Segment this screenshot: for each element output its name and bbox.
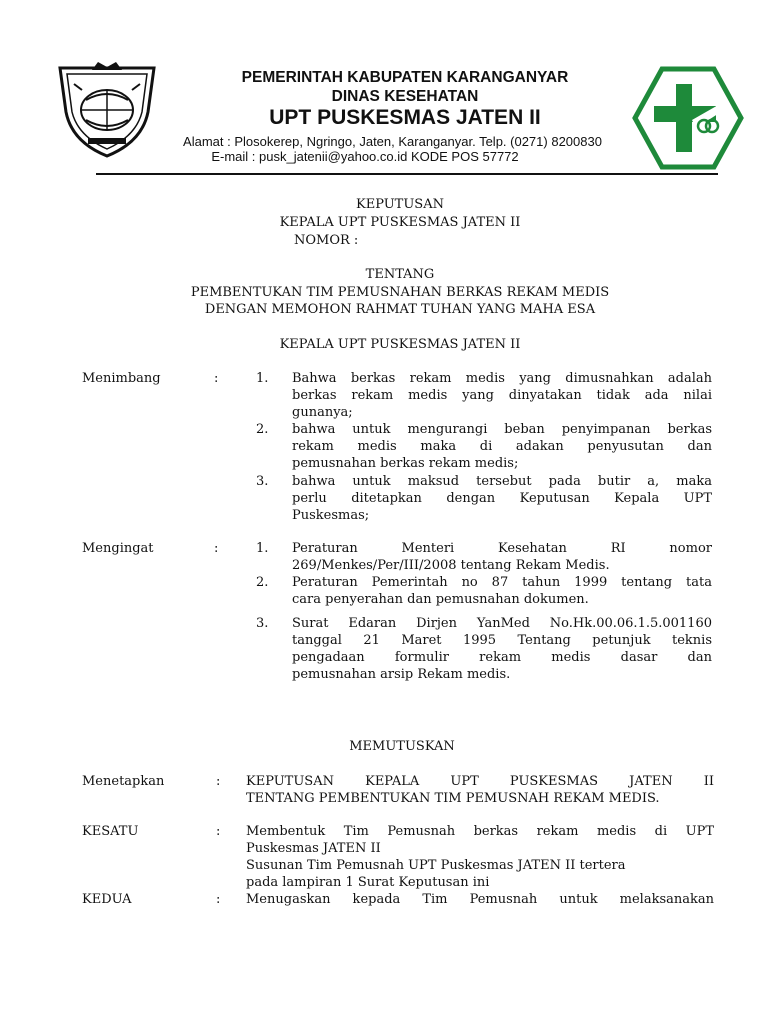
mengingat-item: Peraturan Pemerintah no 87 tahun 1999 tentang tata cara penyerahan dan pemusnahan dokumen. — [292, 575, 712, 607]
kedua-label: KEDUA — [82, 892, 132, 907]
kedua-text: Menugaskan kepada Tim Pemusnah untuk melaksanakan — [246, 892, 714, 907]
letterhead-divider — [96, 173, 718, 175]
puskesmas-cross-icon — [632, 66, 744, 170]
kedua-colon: : — [216, 892, 221, 907]
menetapkan-label: Menetapkan — [82, 774, 165, 789]
letterhead-email: E-mail : pusk_jatenii@yahoo.co.id KODE POS 57772 — [211, 149, 519, 164]
letterhead-department: DINAS KESEHATAN — [331, 88, 479, 105]
mengingat-number: 3. — [256, 616, 269, 631]
mengingat-item: Surat Edaran Dirjen YanMed No.Hk.00.06.1.5.001160 tanggal 21 Maret 1995 Tentang petunjuk teknis pengadaan formulir rekam medis dasar dan pemusnahan arsip Rekam medis. — [292, 616, 712, 682]
menimbang-number: 3. — [256, 474, 269, 489]
decree-invocation: DENGAN MEMOHON RAHMAT TUHAN YANG MAHA ESA — [204, 302, 596, 317]
menimbang-number: 2. — [256, 422, 269, 437]
menetapkan-colon: : — [216, 774, 221, 789]
letterhead-government: PEMERINTAH KABUPATEN KARANGANYAR — [241, 69, 569, 86]
menimbang-item: bahwa untuk maksud tersebut pada butir a, maka perlu ditetapkan dengan Keputusan Kepala UPT Puskesmas; — [292, 474, 712, 523]
letterhead-address: Alamat : Plosokerep, Ngringo, Jaten, Karanganyar. Telp. (0271) 8200830 — [183, 134, 602, 149]
decree-issuer-repeat: KEPALA UPT PUSKESMAS JATEN II — [279, 337, 521, 352]
decree-title: KEPUTUSAN — [356, 197, 444, 212]
memutuskan-heading: MEMUTUSKAN — [349, 739, 455, 754]
kesatu-colon: : — [216, 824, 221, 839]
mengingat-colon: : — [214, 541, 219, 556]
menimbang-item: Bahwa berkas rekam medis yang dimusnahkan adalah berkas rekam medis yang dinyatakan tidak ada nilai gunanya; — [292, 371, 712, 420]
letterhead-institution: UPT PUSKESMAS JATEN II — [269, 106, 541, 129]
mengingat-number: 1. — [256, 541, 269, 556]
kesatu-text: Membentuk Tim Pemusnah berkas rekam medis di UPT Puskesmas JATEN II Susunan Tim Pemusnah UPT Puskesmas JATEN II tertera pada lampiran 1 Surat Keputusan ini — [246, 824, 714, 890]
decree-subject: PEMBENTUKAN TIM PEMUSNAHAN BERKAS REKAM MEDIS — [190, 285, 610, 300]
menimbang-number: 1. — [256, 371, 269, 386]
mengingat-number: 2. — [256, 575, 269, 590]
kesatu-label: KESATU — [82, 824, 139, 839]
decree-tentang: TENTANG — [365, 267, 435, 282]
menetapkan-text: KEPUTUSAN KEPALA UPT PUSKESMAS JATEN II TENTANG PEMBENTUKAN TIM PEMUSNAH REKAM MEDIS. — [246, 774, 714, 806]
menimbang-colon: : — [214, 371, 219, 386]
decree-issuer: KEPALA UPT PUSKESMAS JATEN II — [279, 215, 521, 230]
regency-seal-icon — [52, 60, 162, 160]
menimbang-label: Menimbang — [82, 371, 161, 386]
menimbang-item: bahwa untuk mengurangi beban penyimpanan berkas rekam medis maka di adakan penyusutan dan pemusnahan berkas rekam medis; — [292, 422, 712, 471]
decree-number: NOMOR : — [294, 233, 359, 248]
mengingat-item: Peraturan Menteri Kesehatan RI nomor 269/Menkes/Per/III/2008 tentang Rekam Medis. — [292, 541, 712, 573]
mengingat-label: Mengingat — [82, 541, 154, 556]
